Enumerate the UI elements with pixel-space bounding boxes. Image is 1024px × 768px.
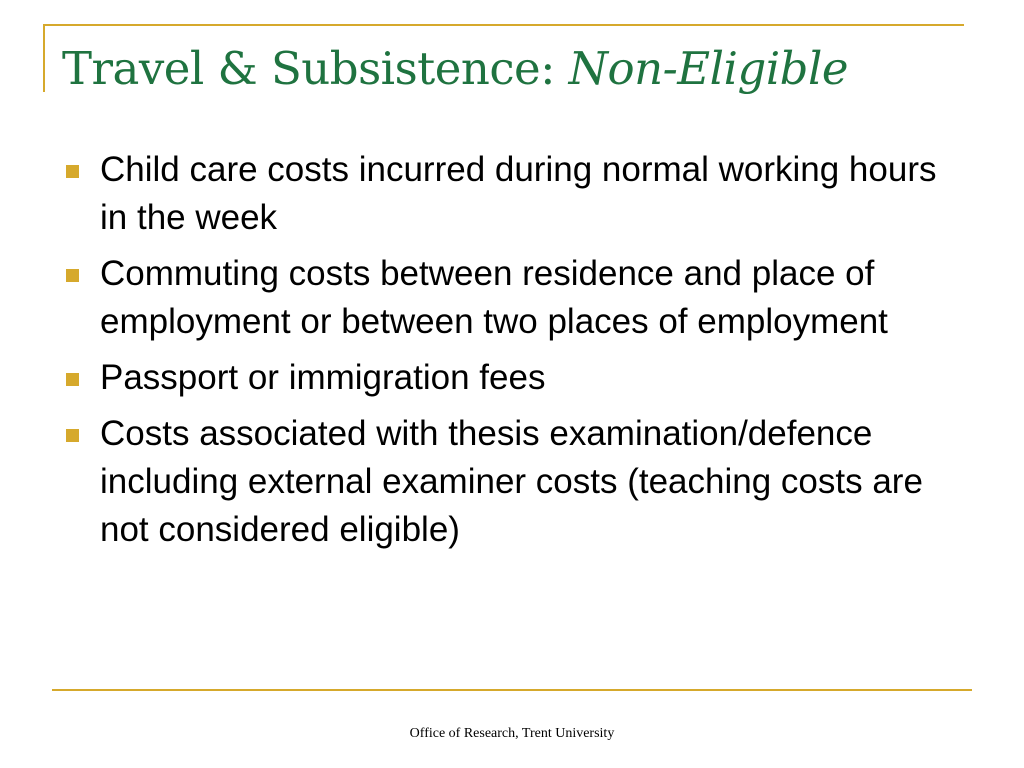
footer-divider xyxy=(52,689,972,691)
slide-footer: Office of Research, Trent University xyxy=(409,726,615,741)
title-frame-left-line xyxy=(43,24,45,92)
bullet-text: Costs associated with thesis examination/defence including external examiner costs (teaching costs are not considered eligible) xyxy=(100,414,923,549)
bullet-text: Passport or immigration fees xyxy=(100,358,546,397)
slide-title xyxy=(62,44,848,94)
bullet-text: Child care costs incurred during normal working hours in the week xyxy=(100,150,937,237)
slide-title-main: Travel & Subsistence: xyxy=(62,42,569,95)
bullet-text: Commuting costs between residence and place of employment or between two places of employment xyxy=(100,254,888,341)
square-bullet-icon xyxy=(66,165,79,178)
bullet-list xyxy=(62,146,962,562)
bullet-item xyxy=(62,250,962,346)
slide-title-emphasis: Non-Eligible xyxy=(568,42,848,95)
square-bullet-icon xyxy=(66,373,79,386)
title-frame-top-line xyxy=(43,24,964,26)
square-bullet-icon xyxy=(66,429,79,442)
bullet-item xyxy=(62,354,962,402)
bullet-item xyxy=(62,146,962,242)
square-bullet-icon xyxy=(66,269,79,282)
bullet-item xyxy=(62,410,962,554)
